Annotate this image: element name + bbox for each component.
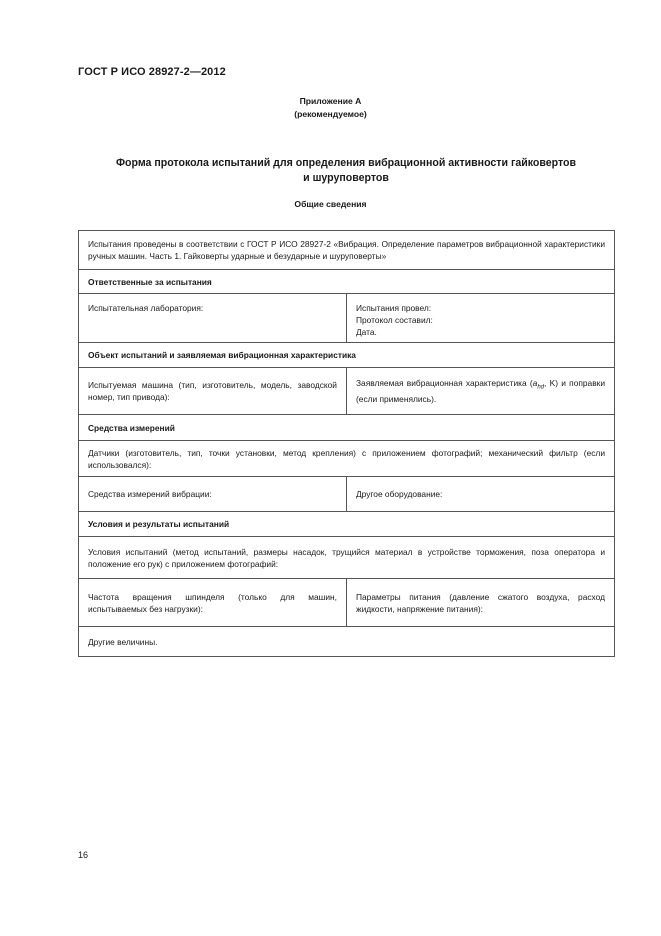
intro-cell: Испытания проведены в соответствии с ГОСТ Р ИСО 28927-2 «Вибрация. Определение параметров вибрационной характеристики ручных машин. Часть 1. Гайковерты ударные и безударные и шуруповерты» — [79, 231, 615, 270]
other-values-field[interactable] — [79, 627, 615, 657]
test-lab-field[interactable] — [79, 294, 347, 343]
form-row-object-head — [79, 343, 615, 368]
appendix-heading — [0, 95, 661, 121]
other-values-label: Другие величины. — [88, 636, 158, 647]
form-row-conditions — [79, 537, 615, 579]
protocol-by-label: Протокол составил: — [356, 315, 433, 325]
other-equipment-field[interactable] — [347, 477, 615, 512]
sensors-field[interactable] — [79, 441, 615, 477]
test-report-form — [78, 230, 615, 657]
document-code: ГОСТ Р ИСО 28927-2—2012 — [78, 66, 226, 78]
conditions-label: Условия испытаний (метод испытаний, размеры насадок, трущийся материал в устройстве торможения, поза оператора и положение его рук) с приложением фотографий: — [88, 546, 606, 569]
form-row-object — [79, 368, 615, 415]
appendix-label: Приложение А — [299, 96, 362, 106]
form-title-line-1: Форма протокола испытаний для определения вибрационной активности гайковертов — [115, 157, 577, 169]
form-row-spindle-power — [79, 579, 615, 627]
form-row-intro — [79, 231, 615, 270]
conditions-field[interactable] — [79, 537, 615, 579]
sensors-label: Датчики (изготовитель, тип, точки установки, метод крепления) с приложением фотографий; механический фильтр (если использовался): — [88, 447, 606, 470]
object-heading: Объект испытаний и заявляемая вибрационная характеристика — [79, 343, 615, 368]
declared-value-field[interactable] — [347, 368, 615, 415]
declared-value-label: Заявляемая вибрационная характеристика ($a_{hd}$, K) и поправки (если применялись). — [356, 377, 606, 405]
form-row-instruments-head — [79, 415, 615, 441]
spindle-speed-label: Частота вращения шпинделя (только для машин, испытываемых без нагрузки): — [88, 591, 337, 614]
form-title-line-2: и шуруповертов — [303, 172, 389, 184]
section-heading: Общие сведения — [294, 199, 367, 209]
vibration-instruments-field[interactable] — [79, 477, 347, 512]
machine-label: Испытуемая машина (тип, изготовитель, модель, заводской номер, тип привода): — [88, 380, 337, 402]
form-row-instruments — [79, 477, 615, 512]
form-row-responsible — [79, 294, 615, 343]
instruments-heading: Средства измерений — [79, 415, 615, 441]
form-row-responsible-head — [79, 270, 615, 294]
appendix-status: (рекомендуемое) — [294, 109, 367, 119]
power-params-field[interactable] — [347, 579, 615, 627]
machine-field[interactable] — [79, 368, 347, 415]
power-params-label: Параметры питания (давление сжатого воздуха, расход жидкости, напряжение питания): — [356, 591, 606, 614]
vibration-instruments-label: Средства измерений вибрации: — [88, 489, 212, 499]
date-label: Дата. — [356, 327, 377, 337]
form-title — [78, 156, 614, 186]
form-row-other-values — [79, 627, 615, 657]
form-row-conditions-head — [79, 512, 615, 537]
spindle-speed-field[interactable] — [79, 579, 347, 627]
form-row-sensors — [79, 441, 615, 477]
other-equipment-label: Другое оборудование: — [356, 489, 443, 499]
page-number: 16 — [78, 850, 89, 860]
conducted-by-label: Испытания провел: — [356, 303, 432, 313]
test-lab-label: Испытательная лаборатория: — [88, 303, 204, 313]
conditions-heading: Условия и результаты испытаний — [79, 512, 615, 537]
responsible-persons-field[interactable] — [347, 294, 615, 343]
responsible-heading: Ответственные за испытания — [79, 270, 615, 294]
